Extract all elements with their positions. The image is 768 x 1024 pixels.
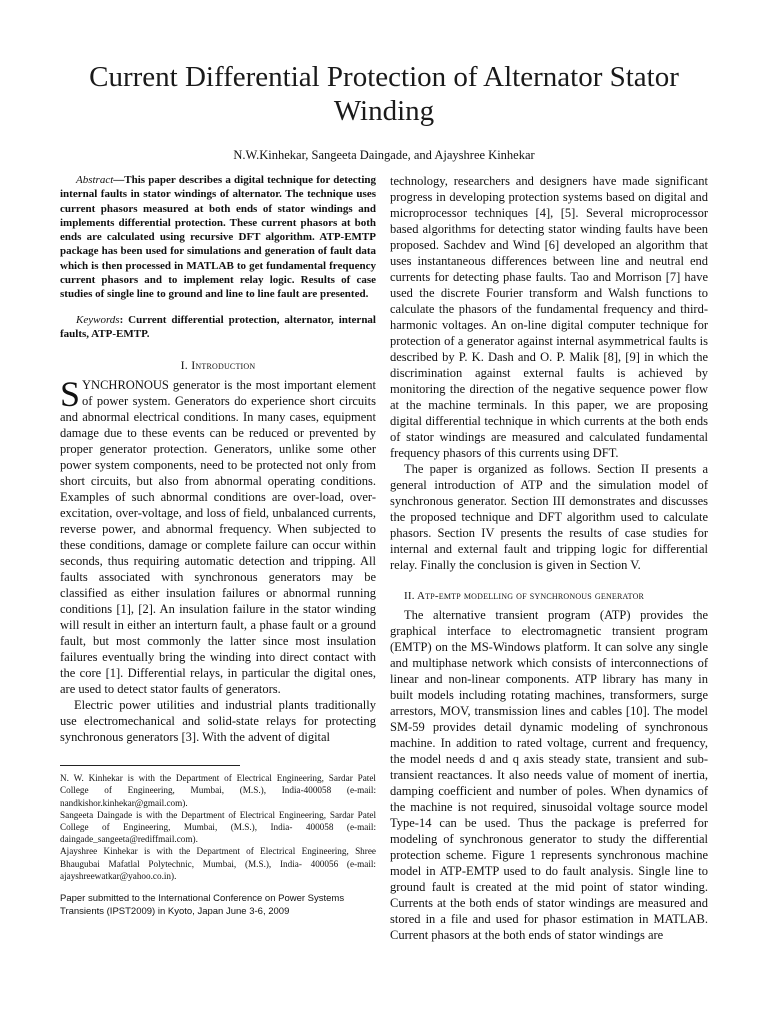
intro-paragraph-1: [60, 374, 376, 697]
paper-title: Current Differential Protection of Alternator Stator Winding: [89, 61, 679, 127]
section-heading-introduction: I. Introduction: [180, 358, 256, 373]
keywords-label: Keywords: [76, 313, 120, 326]
author-list: N.W.Kinhekar, Sangeeta Daingade, and Ajayshree Kinhekar: [233, 148, 535, 162]
abstract: [60, 173, 376, 302]
right-column: [390, 173, 708, 943]
abstract-text: —This paper describes a digital technique for detecting internal faults in stator windings of alternator. The technique uses current phasors measured at both ends of stator windings and implements differential protection. These current phasors at both ends are calculated using recursive DFT algorithm. ATP-EMTP package has been used for simulations and generation of fault data which is then processed in MATLAB to get fundamental frequency current phasors and to implement relay logic. Results of case studies of single line to ground and line to line fault are presented.: [60, 174, 376, 301]
right-paragraph-3: The alternative transient program (ATP) provides the graphical interface to electromagnetic transient program (EMTP) on the MS-Windows platform. It can solve any single and multiphase network which consists of interconnections of linear and non-linear components. ATP library has many in built models including rotating machines, transformers, surge arrestors, MOV, transmission lines and cables [10]. The model SM-59 provides detail dynamic modeling of synchronous machine. In addition to rated voltage, current and frequency, the model needs d and q axis steady state, transient and sub-transient reactances. It also needs value of moment of inertia, damping coefficient and number of poles. When dynamics of the machine is not required, sinusoidal voltage source model Type-14 can be used. Thus the package is preferred for modeling of synchronous generator to study the differential protection scheme. Figure 1 represents synchronous machine model in ATP-EMTP used to do fault analysis. Single line to ground fault is created at the mid point of stator winding. Currents at the both ends of stator windings are measured and stored in a file and used for phasor estimation in MATLAB. Current phasors at the both ends of stator windings are: [390, 608, 708, 942]
intro-paragraph-2: Electric power utilities and industrial plants traditionally use electromechanical and solid-state relays for protecting synchronous generators [3]. With the advent of digital: [60, 698, 376, 745]
keywords-text: : Current differential protection, alternator, internal faults, ATP-EMTP.: [60, 313, 376, 340]
footnote-1: N. W. Kinhekar is with the Department of Electrical Engineering, Sardar Patel College of Engineering, Mumbai, (M.S.), India-400058 (e-mail: nandkishor.kinhekar@gmail.com).: [60, 773, 376, 808]
left-column: [60, 173, 376, 918]
section-heading-atp-emtp: II. Atp-emtp modelling of synchronous generator: [404, 590, 645, 602]
submission-note: Paper submitted to the International Conference on Power Systems Transients (IPST2009) in Kyoto, Japan June 3-6, 2009: [60, 893, 345, 918]
abstract-label: Abstract: [76, 174, 114, 186]
intro-paragraph-1-text: YNCHRONOUS generator is the most important element of power system. Generators do experience short circuits and abnormal electrical conditions. In many cases, equipment damage due to these events can be reduced or prevented by proper generator protection. Generators, unlike some other power system components, need to be protected not only from short circuits, but also from abnormal operating conditions. Examples of such abnormal conditions are over-load, over-excitation, over-voltage, and loss of field, unbalanced currents, reverse power, and abnormal frequency. When subjected to these conditions, damage or complete failure can occur within seconds, thus requiring automatic detection and tripping. All faults associated with synchronous generators may be classified as either insulation failures or abnormal running conditions [1], [2]. An insulation failure in the stator winding will result in either an interturn fault, a phase fault or a ground fault, but most commonly the latter since most insulation failures eventually bring the winding into direct contact with the core [1]. Differential relays, in particular the digital ones, are used to detect stator faults of generators.: [60, 378, 376, 697]
footnote-2: Sangeeta Daingade is with the Department of Electrical Engineering, Sardar Patel College of Engineering, Mumbai, (M.S.), India- 400058 (e-mail: daingade_sangeeta@rediffmail.com).: [60, 809, 376, 845]
footnote-divider: [60, 765, 240, 766]
keywords: [60, 313, 376, 342]
right-paragraph-2: The paper is organized as follows. Section II presents a general introduction of ATP and the simulation model of synchronous generator. Section III demonstrates and discusses the proposed technique and DFT algorithm used to calculate phasors. Section IV presents the results of case studies for internal and external fault and tripping logic for differential relay. Finally the conclusion is given in Section V.: [390, 462, 708, 572]
drop-cap: S: [60, 374, 81, 415]
footnote-3: Ajayshree Kinhekar is with the Department of Electrical Engineering, Shree Bhaugubai Mafatlal Polytechnic, Mumbai, (M.S.), India- 400056 (e-mail: ajayshreewatkar@yahoo.co.in).: [60, 846, 376, 881]
right-paragraph-1: technology, researchers and designers have made significant progress in developing protection systems based on digital and microprocessor techniques [4], [5]. Several microprocessor based algorithms for detecting stator winding faults have been proposed. Sachdev and Wind [6] developed an algorithm that uses instantaneous differences between line and neutral end currents for detecting phase faults. Tao and Morrison [7] have used the discrete Fourier transform and Walsh functions to calculate the phasors of the fundamental frequency and third-harmonic voltages. An on-line digital computer technique for protection of a generator against internal asymmetrical faults is described by P. K. Dash and O. P. Malik [8], [9] in which the discrimination against external faults is achieved by monitoring the direction of the negative sequence power flow at the machine terminals. In this paper, we are proposing digital differential technique in which currents at the both ends of stator windings are measured and calculated fundamental frequency phasors of this currents using DFT.: [390, 174, 708, 460]
